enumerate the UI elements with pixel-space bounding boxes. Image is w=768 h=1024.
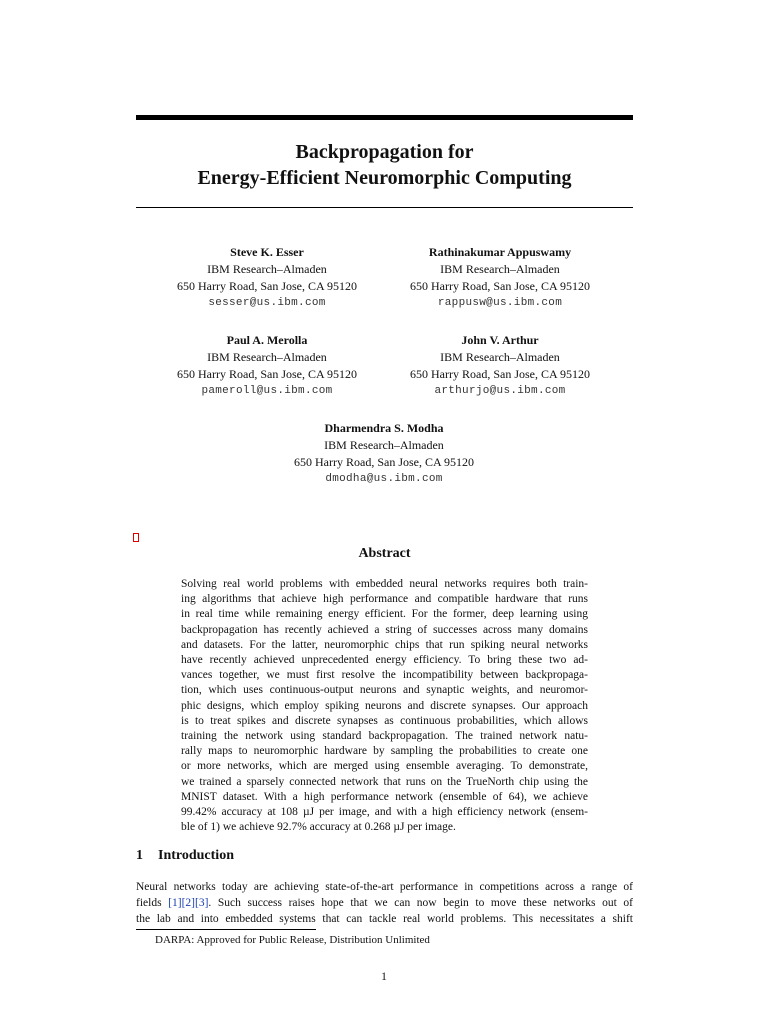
body-text-fragment: . Such success raises hope that we can now begin to move these networks out of <box>208 897 633 909</box>
abstract-heading: Abstract <box>358 546 411 561</box>
author-email[interactable]: dmodha@us.ibm.com <box>325 473 443 485</box>
abstract-body <box>181 577 588 835</box>
author-address: 650 Harry Road, San Jose, CA 95120 <box>410 279 590 293</box>
author-name: John V. Arthur <box>461 333 539 347</box>
abstract-line: vances together, we must first resolve the incompatibility between backpropaga- <box>181 669 588 682</box>
section-title: Introduction <box>158 848 234 863</box>
abstract-line: MNIST dataset. With a high performance network (ensemble of 64), we achieve <box>181 790 588 803</box>
abstract-line: or more networks, which are merged using ensemble averaging. To demonstrate, <box>181 760 588 773</box>
body-line <box>136 895 633 911</box>
footnote-rule <box>136 929 316 930</box>
author-block <box>157 332 377 400</box>
intro-paragraph <box>136 879 633 927</box>
author-affiliation: IBM Research–Almaden <box>440 262 560 276</box>
abstract-line: Solving real world problems with embedded neural networks requires both train- <box>181 578 588 590</box>
abstract-line: ing algorithms that achieve high performance and compatible hardware that runs <box>181 593 588 606</box>
abstract-line: we trained a sparsely connected network that runs on the TrueNorth chip using the <box>181 775 588 788</box>
author-affiliation: IBM Research–Almaden <box>207 350 327 364</box>
author-address: 650 Harry Road, San Jose, CA 95120 <box>177 367 357 381</box>
body-line: the lab and into embedded systems that can tackle real world problems. This necessitates a shift <box>136 913 633 925</box>
paper-title <box>136 139 633 191</box>
abstract-line: phic designs, which employ spiking neurons and discrete synapses. Our approach <box>181 699 588 712</box>
abstract-line: and datasets. For the latter, neuromorphic chips that run spiking neural networks <box>181 638 588 651</box>
author-address: 650 Harry Road, San Jose, CA 95120 <box>177 279 357 293</box>
footnote: DARPA: Approved for Public Release, Distribution Unlimited <box>155 934 430 946</box>
author-email[interactable]: sesser@us.ibm.com <box>208 297 326 309</box>
title-line-1: Backpropagation for <box>295 141 474 163</box>
author-email[interactable]: pameroll@us.ibm.com <box>201 385 333 397</box>
author-address: 650 Harry Road, San Jose, CA 95120 <box>294 455 474 469</box>
page-number: 1 <box>381 971 387 983</box>
abstract-line: training the network using standard backpropagation. The trained network natu- <box>181 730 588 743</box>
abstract-line: tion, which uses continuous-output neurons and synaptic weights, and neuromor- <box>181 684 588 697</box>
abstract-line: ble of 1) we achieve 92.7% accuracy at 0.268 µJ per image. <box>181 821 456 834</box>
author-name: Steve K. Esser <box>230 245 304 259</box>
body-line: Neural networks today are achieving state-of-the-art performance in competitions across a range of <box>136 881 633 893</box>
author-name: Dharmendra S. Modha <box>324 421 444 435</box>
abstract-line: backpropagation has recently achieved a string of successes across many domains <box>181 623 588 636</box>
abstract-line: have recently achieved unprecedented energy efficiency. To bring these two ad- <box>181 654 588 667</box>
citation-link[interactable]: [1][2][3] <box>168 897 209 909</box>
author-affiliation: IBM Research–Almaden <box>324 438 444 452</box>
author-email[interactable]: arthurjo@us.ibm.com <box>434 385 566 397</box>
section-heading <box>136 846 234 866</box>
author-block <box>157 244 377 312</box>
author-block <box>390 244 610 312</box>
author-name: Rathinakumar Appuswamy <box>428 245 572 259</box>
body-text-fragment: fields <box>136 897 169 909</box>
title-line-2: Energy-Efficient Neuromorphic Computing <box>197 167 572 189</box>
abstract-line: is to treat spikes and discrete synapses as continuous probabilities, which allows <box>181 714 588 727</box>
author-block <box>390 332 610 400</box>
abstract-line: 99.42% accuracy at 108 µJ per image, and with a high efficiency network (ensem- <box>181 806 588 819</box>
author-name: Paul A. Merolla <box>226 333 308 347</box>
annotation-marker <box>133 533 139 542</box>
title-bottom-rule <box>136 207 633 208</box>
author-block <box>274 420 494 488</box>
section-number: 1 <box>136 848 143 863</box>
author-address: 650 Harry Road, San Jose, CA 95120 <box>410 367 590 381</box>
author-affiliation: IBM Research–Almaden <box>440 350 560 364</box>
author-affiliation: IBM Research–Almaden <box>207 262 327 276</box>
title-top-rule <box>136 115 633 120</box>
abstract-line: rally maps to neuromorphic hardware by sampling the probabilities to create one <box>181 745 588 758</box>
author-email[interactable]: rappusw@us.ibm.com <box>437 297 563 309</box>
abstract-line: in real time while remaining energy efficient. For the former, deep learning using <box>181 608 588 621</box>
